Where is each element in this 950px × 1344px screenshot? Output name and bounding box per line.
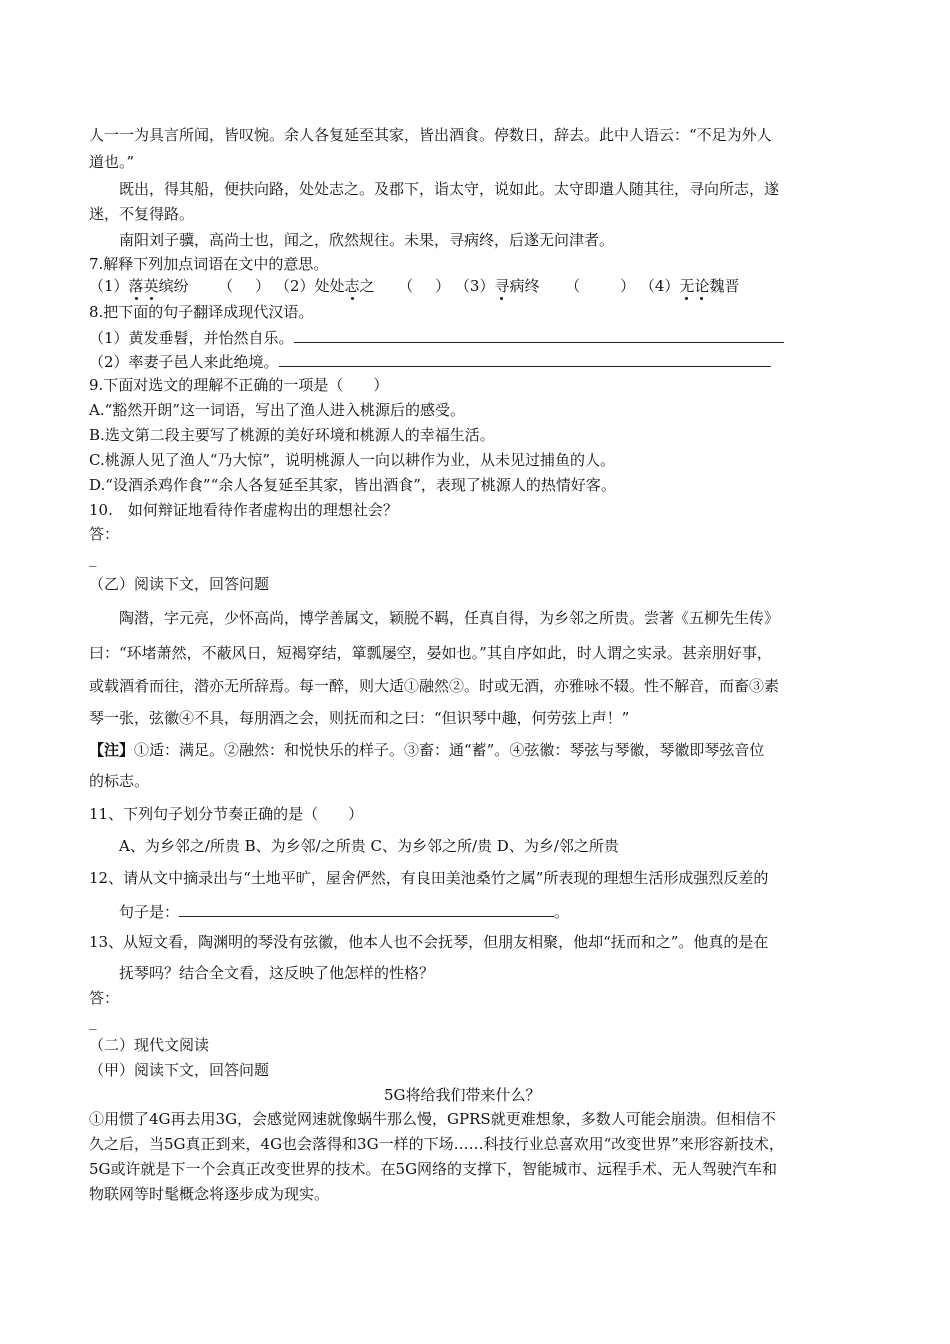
passage-b-note-line2: 的标志。 [89, 772, 150, 790]
q7-item3-prefix: （3） [454, 277, 495, 295]
q10-answer-line[interactable]: _ [89, 549, 97, 567]
q12-suffix: 。 [554, 903, 570, 921]
q7-item3-paren-close: ） [620, 277, 636, 295]
q9-option-a: A.“豁然开朗”这一词语，写出了渔人进入桃源后的感受。 [89, 401, 465, 419]
q7-item4-suffix: 魏晋 [709, 277, 740, 295]
passage-a-p2-line1: 既出，得其船，便扶向路，处处志之。及郡下，诣太守，说如此。太守即遣人随其往，寻向所志，遂 [119, 180, 780, 198]
q7-item2-suffix: 之 [359, 277, 375, 295]
q7-item3-paren-open: （ [565, 277, 581, 295]
q7-item1-dotted-word: 落英 [128, 277, 159, 295]
q8-sentence2-text: （2）率妻子邑人来此绝境。 [89, 353, 279, 371]
q13-answer-line[interactable]: _ [89, 1012, 97, 1030]
q7-item1-suffix: 缤纷 [158, 277, 189, 295]
section2-sub-heading: （甲）阅读下文，回答问题 [89, 1061, 270, 1079]
q7-item1-prefix: （1） [89, 277, 129, 295]
q8-sentence2 [89, 351, 771, 372]
q7-item4-dotted-word: 无论 [679, 277, 710, 295]
q13-answer-label: 答： [89, 989, 120, 1007]
q8-answer2-blank[interactable] [279, 351, 771, 367]
section2-heading: （二）现代文阅读 [89, 1036, 210, 1054]
q7-stem: 7.解释下列加点词语在文中的意思。 [89, 255, 329, 273]
q7-item3-dotted-word: 寻 [494, 277, 510, 295]
q8-sentence1 [89, 327, 784, 348]
q8-sentence1-text: （1）黄发垂髫，并怡然自乐。 [89, 329, 294, 347]
q7-item3-suffix: 病终 [509, 277, 540, 295]
note-text-1: ①适：满足。②融然：和悦快乐的样子。③畜：通“蓄”。④弦徽：琴弦与琴徽，琴徽即琴弦音位 [134, 741, 765, 759]
q12-line2 [119, 901, 569, 922]
article-p1-line3: 5G或许就是下一个会真正改变世界的技术。在5G网络的支撑下，智能城市、远程手术、无人驾驶汽车和 [89, 1160, 778, 1178]
q8-answer1-blank[interactable] [294, 327, 784, 343]
q9-option-b: B.选文第二段主要写了桃源的美好环境和桃源人的幸福生活。 [89, 426, 495, 444]
article-p1-line1: ①用惯了4G再去用3G，会感觉网速就像蜗牛那么慢，GPRS就更难想象，多数人可能会崩溃。但相信不 [89, 1110, 776, 1128]
q7-item2-dotted-word: 志 [344, 277, 360, 295]
q13-line2: 抚琴吗？结合全文看，这反映了他怎样的性格？ [119, 964, 435, 982]
note-tag: 【注】 [89, 741, 135, 759]
q7-items [89, 276, 739, 296]
q13-line1: 13、从短文看，陶渊明的琴没有弦徽，他本人也不会抚琴，但朋友相聚，他却“抚而和之”。他真的是在 [89, 933, 769, 951]
passage-a-p2-line2: 迷，不复得路。 [89, 205, 195, 223]
q7-item1-paren-close: ） [255, 277, 271, 295]
q10-stem: 10. 如何辩证地看待作者虚构出的理想社会？ [89, 501, 398, 519]
q7-item2-paren-close: ） [435, 277, 451, 295]
q12-line1: 12、请从文中摘录出与“土地平旷，屋舍俨然，有良田美池桑竹之属”所表现的理想生活形成强烈反差的 [89, 869, 769, 887]
q9-option-c: C.桃源人见了渔人“乃大惊”，说明桃源人一向以耕作为业，从未见过捕鱼的人。 [89, 451, 616, 469]
q7-item4-prefix: （4） [639, 277, 680, 295]
passage-a-p1-line2: 道也。” [89, 153, 135, 171]
article-title: 5G将给我们带来什么？ [384, 1086, 541, 1104]
passage-b-line2: 曰：“环堵萧然，不蔽风日，短褐穿结，箪瓢屡空，晏如也。”其自序如此，时人谓之实录。甚亲朋好事， [89, 644, 772, 662]
q7-item2-prefix: （2）处处 [274, 277, 345, 295]
q9-option-d: D.“设酒杀鸡作食”“余人各复延至其家，皆出酒食”，表现了桃源人的热情好客。 [89, 476, 616, 494]
q12-prefix: 句子是： [119, 903, 180, 921]
passage-a-p1-line1: 人一一为具言所闻，皆叹惋。余人各复延至其家，皆出酒食。停数日，辞去。此中人语云：“不足为外人 [89, 126, 772, 144]
q10-answer-label: 答： [89, 525, 120, 543]
q9-stem: 9.下面对选文的理解不正确的一项是（ ） [89, 376, 389, 394]
article-p1-line4: 物联网等时髦概念将逐步成为现实。 [89, 1185, 330, 1203]
passage-a-p3: 南阳刘子骥，高尚士也，闻之，欣然规往。未果，寻病终，后遂无问津者。 [119, 231, 615, 249]
passage-b-line1: 陶潜，字元亮，少怀高尚，博学善属文，颖脱不羁，任真自得，为乡邻之所贵。尝著《五柳先生传》 [119, 609, 780, 627]
q11-options: A、为乡邻之/所贵 B、为乡邻/之所贵 C、为乡邻之所/贵 D、为乡/邻之所贵 [119, 837, 619, 855]
passage-b-heading: （乙）阅读下文，回答问题 [89, 575, 270, 593]
q7-item2-paren-open: （ [398, 277, 414, 295]
q12-answer-blank[interactable] [179, 901, 554, 917]
passage-b-note [89, 740, 764, 760]
q8-stem: 8.把下面的句子翻译成现代汉语。 [89, 303, 314, 321]
q7-item1-paren-open: （ [218, 277, 234, 295]
q11-stem: 11、下列句子划分节奏正确的是（ ） [89, 805, 364, 823]
article-p1-line2: 久之后，当5G真正到来，4G也会落得和3G一样的下场……科技行业总喜欢用“改变世界”来形容新技术， [89, 1135, 784, 1153]
passage-b-line3: 或载酒肴而往，潜亦无所辞焉。每一醉，则大适①融然②。时或无酒，亦雅咏不辍。性不解音，而畜③素 [89, 677, 780, 695]
passage-b-line4: 琴一张，弦徽④不具，每朋酒之会，则抚而和之曰：“但识琴中趣，何劳弦上声！” [89, 709, 630, 727]
